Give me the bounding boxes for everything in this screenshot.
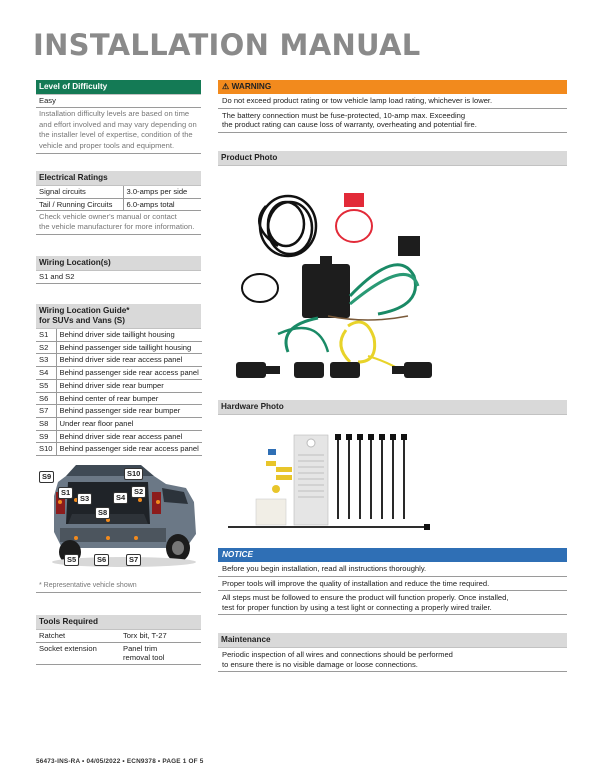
table-row: S8 Under rear floor panel — [36, 417, 202, 430]
vehicle-caption: * Representative vehicle shown — [36, 580, 201, 593]
wiring-guide-header: Wiring Location Guide* for SUVs and Vans (S) — [36, 304, 201, 329]
callout-s10: S10 — [124, 468, 143, 480]
notice-header: NOTICE — [218, 548, 567, 562]
table-row: S3 Behind driver side rear access panel — [36, 354, 202, 367]
table-row: S4 Behind passenger side rear access panel — [36, 367, 202, 380]
callout-s2: S2 — [131, 486, 146, 498]
table-row: S10 Behind passenger side rear access panel — [36, 443, 202, 456]
wiring-location-header: Wiring Location(s) — [36, 256, 201, 271]
callout-s1: S1 — [58, 487, 73, 499]
callout-s9: S9 — [39, 471, 54, 483]
page-title: INSTALLATION MANUAL — [33, 28, 421, 62]
suv-rear-image — [36, 462, 201, 572]
wiring-location-value: S1 and S2 — [36, 271, 201, 284]
maintenance-header: Maintenance — [218, 633, 567, 648]
warning-section: ⚠ WARNING Do not exceed product rating or tow vehicle lamp load rating, whichever is lower. The battery connection must be fuse-protected, 10-amp max. Exceeding the product rating can cause loss of warranty, overheating and potential fire. — [218, 80, 567, 133]
electrical-header: Electrical Ratings — [36, 171, 201, 186]
table-row: Tail / Running Circuits 6.0-amps total — [36, 198, 201, 211]
electrical-section — [36, 171, 201, 235]
warning-icon: ⚠ — [222, 82, 230, 91]
callout-s7: S7 — [126, 554, 141, 566]
table-row: Signal circuits 3.0-amps per side — [36, 186, 201, 198]
table-row: S5 Behind driver side rear bumper — [36, 379, 202, 392]
product-photo-image — [218, 166, 567, 388]
difficulty-level: Easy — [36, 95, 201, 108]
callout-s3: S3 — [77, 493, 92, 505]
table-row: S1 Behind driver side taillight housing — [36, 329, 202, 341]
callout-s5: S5 — [64, 554, 79, 566]
product-photo-header: Product Photo — [218, 151, 567, 166]
callout-s6: S6 — [94, 554, 109, 566]
table-row: Ratchet Torx bit, T-27 — [36, 630, 201, 642]
notice-section: NOTICE Before you begin installation, read all instructions thoroughly. Proper tools will improve the quality of installation and reduce the time required. All steps must be followed to ensure the product will function properly. Once installed, test for proper function by using a test light or connecting a properly wired trailer. — [218, 548, 567, 615]
electrical-note: Check vehicle owner's manual or contact the vehicle manufacturer for more information. — [36, 211, 201, 235]
callout-s8: S8 — [95, 507, 110, 519]
tools-section — [36, 615, 201, 665]
table-row: S9 Behind driver side rear access panel — [36, 430, 202, 443]
difficulty-header: Level of Difficulty — [36, 80, 201, 95]
callout-s4: S4 — [113, 492, 128, 504]
wiring-location-section — [36, 256, 201, 284]
difficulty-note: Installation difficulty levels are based on time and effort involved and may vary depending on the installer level of expertise, condition of the vehicle and proper tools and equipment. — [36, 108, 201, 154]
table-row: Socket extension Panel trim removal tool — [36, 642, 201, 664]
vehicle-illustration — [36, 462, 201, 572]
wiring-guide-table — [36, 329, 202, 456]
tools-table — [36, 630, 201, 665]
page-footer: 56473-INS-RA • 04/05/2022 • ECN9378 • PAGE 1 OF 5 — [36, 758, 204, 765]
maintenance-section: Maintenance Periodic inspection of all wires and connections should be performed to ensure there is no visible damage or loose connections. — [218, 633, 567, 672]
difficulty-section — [36, 80, 201, 154]
table-row: S2 Behind passenger side taillight housing — [36, 341, 202, 354]
hardware-photo-section — [218, 400, 567, 545]
hardware-photo-image — [218, 415, 567, 540]
tools-header: Tools Required — [36, 615, 201, 630]
product-photo-section — [218, 151, 567, 393]
wiring-guide-section — [36, 304, 201, 456]
electrical-table — [36, 186, 201, 211]
warning-header: ⚠ WARNING — [218, 80, 567, 94]
table-row: S7 Behind passenger side rear bumper — [36, 405, 202, 418]
hardware-photo-header: Hardware Photo — [218, 400, 567, 415]
table-row: S6 Behind center of rear bumper — [36, 392, 202, 405]
